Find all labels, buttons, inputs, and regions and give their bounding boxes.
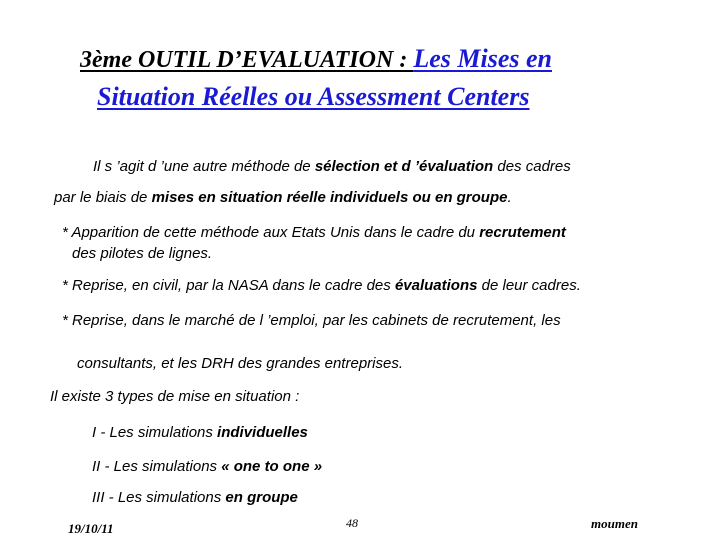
footer-page-text: 48 [346, 516, 358, 530]
bullet-1-line-2 [72, 245, 212, 263]
intro-text-2a: par le biais de [54, 189, 152, 206]
bullet-1-text-l2: des pilotes de lignes. [72, 245, 213, 262]
bullet-2-text-b: évaluations [394, 277, 478, 294]
footer-date-text: 19/10/11 [68, 521, 114, 536]
intro-text-1a: Il s ’agit d ’une autre méthode de [93, 158, 315, 175]
bullet-1-text-b: recrutement [479, 224, 566, 241]
type-2-line [92, 458, 322, 476]
bullet-3-line-1 [62, 312, 561, 330]
type-2-text-a: II - Les simulations [92, 458, 222, 475]
types-intro-text: Il existe 3 types de mise en situation : [50, 388, 300, 405]
footer-author-text: moumen [591, 516, 638, 531]
bullet-1-line-1 [62, 224, 566, 242]
intro-text-1c: des cadres [493, 158, 571, 175]
bullet-1-text-a: * Apparition de cette méthode aux Etats Unis dans le cadre du [62, 224, 480, 241]
type-3-text-a: III - Les simulations [92, 489, 226, 506]
title-link-part-1[interactable]: Les Mises en [413, 44, 552, 73]
type-1-text-b: individuelles [217, 424, 308, 441]
bullet-3-line-2 [77, 355, 403, 373]
title-link-part-2[interactable]: Situation Réelles ou Assessment Centers [97, 82, 530, 111]
footer-author [591, 516, 638, 531]
intro-text-2b: mises en situation réelle individuels ou en groupe [151, 189, 508, 206]
type-2-text-b: « one to one » [221, 458, 323, 475]
type-3-line [92, 489, 298, 507]
slide-title-line-1 [80, 44, 552, 75]
title-prefix: 3ème OUTIL D’EVALUATION : [80, 47, 414, 73]
intro-line-1 [93, 158, 571, 176]
types-intro-line [50, 388, 299, 406]
bullet-3-text-l2: consultants, et les DRH des grandes entreprises. [77, 355, 403, 372]
bullet-2-text-c: de leur cadres. [477, 277, 581, 294]
footer-page-number [346, 516, 358, 531]
bullet-2-line [62, 277, 581, 295]
bullet-2-text-a: * Reprise, en civil, par la NASA dans le cadre des [62, 277, 395, 294]
type-1-line [92, 424, 308, 442]
intro-text-1b: sélection et d ’évaluation [314, 158, 494, 175]
footer-date [68, 521, 114, 536]
type-3-text-b: en groupe [225, 489, 298, 506]
type-1-text-a: I - Les simulations [92, 424, 218, 441]
bullet-3-text-l1: * Reprise, dans le marché de l ’emploi, par les cabinets de recrutement, les [62, 312, 561, 329]
intro-text-2c: . [507, 189, 512, 206]
intro-line-2 [54, 189, 512, 207]
slide-title-line-2 [97, 82, 529, 112]
